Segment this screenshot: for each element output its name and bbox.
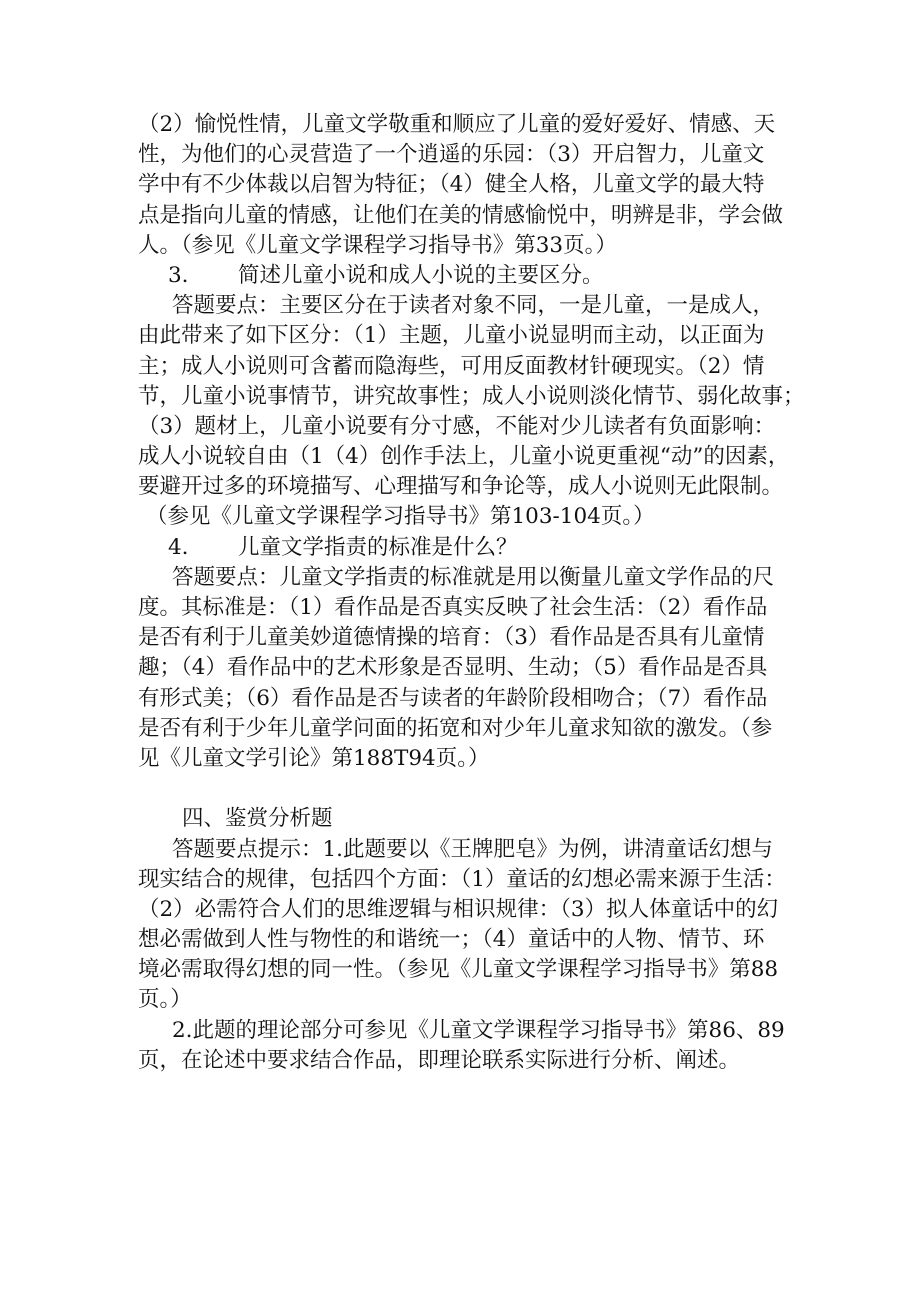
paragraph-answer-2-continued [138,110,788,261]
text-line: 由此带来了如下区分：（1）主题，儿童小说显明而主动，以正面为 [138,323,765,349]
text-line: 是否有利于少年儿童学问面的拓宽和对少年儿童求知欲的激发。（参 [138,715,773,741]
question-title: 简述儿童小说和成人小说的主要区分。 [238,262,604,288]
text-line: 页。） [138,987,192,1013]
question-3-heading [138,261,788,291]
text-line: （3）题材上，儿童小说要有分寸感，不能对少儿读者有负面影响： [138,413,776,439]
text-line: 节，儿童小说事情节，讲究故事性；成人小说则淡化情节、弱化故事； [138,383,805,409]
text-line: 学中有不少体裁以启智为特征；（4）健全人格，儿童文学的最大特 [138,172,765,198]
text-line: （2）必需符合人们的思维逻辑与相识规律：（3）拟人体童话中的幻 [138,896,779,922]
question-3 [138,261,805,533]
question-4 [138,533,788,775]
text-line: 性，为他们的心灵营造了一个逍遥的乐园：（3）开启智力，儿童文 [138,142,765,168]
text-line: 想必需做到人性与物性的和谐统一；（4）童话中的人物、情节、环 [138,927,765,953]
section-title: 四、鉴赏分析题 [182,806,333,832]
question-title: 儿童文学指责的标准是什么？ [238,534,518,560]
text-line: 2.此题的理论部分可参见《儿童文学课程学习指导书》第86、89 [172,1017,785,1043]
text-line: 主；成人小说则可含蓄而隐海些，可用反面教材针硬现实。（2）情 [138,353,765,379]
text-line: 点是指向儿童的情感，让他们在美的情感愉悦中，明辨是非，学会做 [138,202,784,228]
text-line: 答题要点：主要区分在于读者对象不同，一是儿童，一是成人， [172,293,775,319]
document-body [138,110,805,1076]
text-line: （参见《儿童文学课程学习指导书》第103-104页。） [146,504,655,530]
text-line: 度。其标准是：（1）看作品是否真实反映了社会生活：（2）看作品 [138,595,768,620]
question-4-heading [138,533,788,563]
text-line: 见《儿童文学引论》第188T94页。） [138,745,490,771]
text-line: 是否有利于儿童美妙道德情操的培育：（3）看作品是否具有儿童情 [138,625,765,651]
text-line: 有形式美；（6）看作品是否与读者的年龄阶段相吻合；（7）看作品 [138,685,768,711]
text-line: 现实结合的规律，包括四个方面：（1）童话的幻想必需来源于生活： [138,866,786,892]
text-line: 人。（参见《儿童文学课程学习指导书》第33页。） [138,232,617,258]
text-line: 页，在论述中要求结合作品，即理论联系实际进行分析、阐述。 [138,1047,741,1073]
text-line: 答题要点：儿童文学指责的标准就是用以衡量儿童文学作品的尺 [172,564,775,590]
text-line: 答题要点提示：1.此题要以《王牌肥皂》为例，讲清童话幻想与 [172,836,774,862]
text-line: 境必需取得幻想的同一性。（参见《儿童文学课程学习指导书》第88 [138,957,779,983]
text-line: 趣；（4）看作品中的艺术形象是否显明、生动；（5）看作品是否具 [138,655,768,681]
text-line: 要避开过多的环境描写、心理描写和争论等，成人小说则无此限制。 [138,474,784,500]
text-line: （2）愉悦性情，儿童文学敬重和顺应了儿童的爱好爱好、情感、天 [138,112,776,137]
question-number: 3. [168,262,189,288]
section-4 [138,804,788,1076]
blank-line [138,774,788,804]
question-number: 4. [168,534,189,560]
text-line: 成人小说较自由（1（4）创作手法上，儿童小说更重视“动”的因素， [138,444,790,470]
